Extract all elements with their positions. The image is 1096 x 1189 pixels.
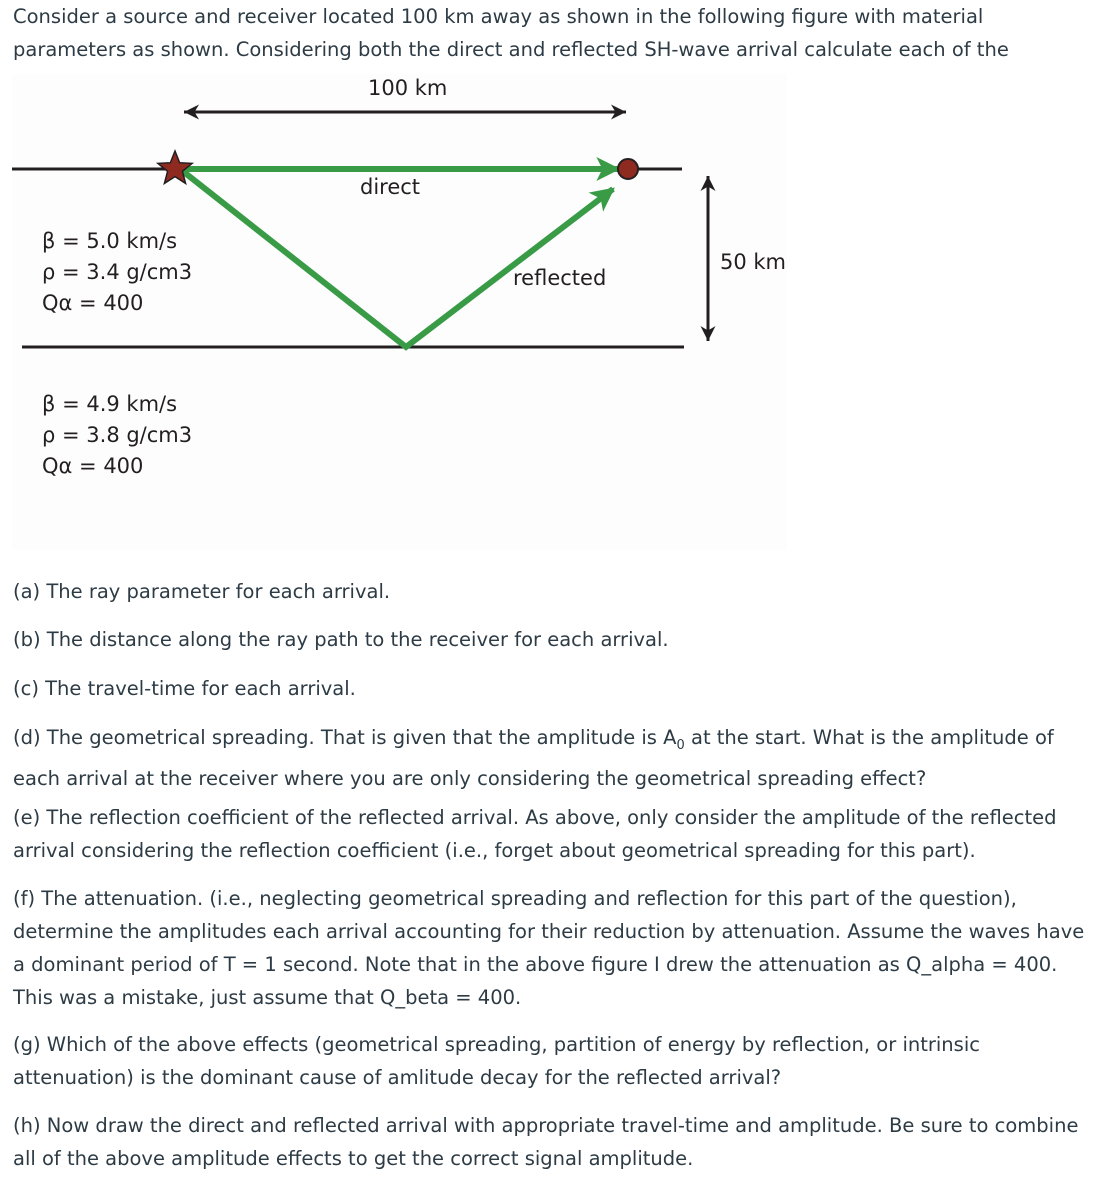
- depth-label: 50 km: [720, 250, 787, 274]
- layer1-rho: ρ = 3.4 g/cm3: [42, 260, 193, 284]
- layer2-params: [42, 389, 192, 482]
- layer1-params: [42, 226, 192, 319]
- question-e: (e) The reflection coefficient of the reflected arrival. As above, only consider the amplitude of the reflected arrival considering the reflection coefficient (i.e., forget about geometrical spreading for this part).: [13, 806, 1057, 862]
- layer1-q: Qα = 400: [42, 291, 144, 315]
- question-c: (c) The travel-time for each arrival.: [13, 677, 356, 700]
- reflected-label: reflected: [513, 266, 607, 290]
- question-a: (a) The ray parameter for each arrival.: [13, 580, 391, 603]
- question-h: (h) Now draw the direct and reflected arrival with appropriate travel-time and amplitude. Be sure to combine all of the above amplitude effects to get the correct signal amplitude.: [13, 1114, 1079, 1170]
- layer2-q: Qα = 400: [42, 454, 144, 478]
- question-d-text-start: (d) The geometrical spreading. That is given that the amplitude is A: [13, 726, 677, 749]
- receiver-icon: [618, 159, 638, 179]
- layer2-beta: β = 4.9 km/s: [42, 392, 178, 416]
- layer2-rho: ρ = 3.8 g/cm3: [42, 423, 193, 447]
- question-d-subscript: 0: [676, 737, 685, 753]
- layer1-beta: β = 5.0 km/s: [42, 229, 178, 253]
- distance-label: 100 km: [368, 76, 448, 100]
- ray-diagram: [12, 74, 787, 550]
- question-f: (f) The attenuation. (i.e., neglecting geometrical spreading and reflection for this part of the question), determine the amplitudes each arrival accounting for their reduction by attenuation. Assume the waves have a dominant period of T = 1 second. Note that in the above figure I drew the attenuation as Q_alpha = 400. This was a mistake, just assume that Q_beta = 400.: [13, 887, 1085, 1009]
- question-g: (g) Which of the above effects (geometrical spreading, partition of energy by reflection, or intrinsic attenuation) is the dominant cause of amlitude decay for the reflected arrival?: [13, 1033, 980, 1089]
- question-d-text-end: at the start. What is the amplitude of each arrival at the receiver where you are only considering the geometrical spreading effect?: [13, 726, 1054, 790]
- question-b: (b) The distance along the ray path to the receiver for each arrival.: [13, 628, 669, 651]
- direct-label: direct: [360, 175, 421, 199]
- intro-text: Consider a source and receiver located 100 km away as shown in the following figure with material parameters as shown. Considering both the direct and reflected SH-wave arrival calculate each of the: [13, 5, 1009, 61]
- question-d: [13, 721, 1088, 795]
